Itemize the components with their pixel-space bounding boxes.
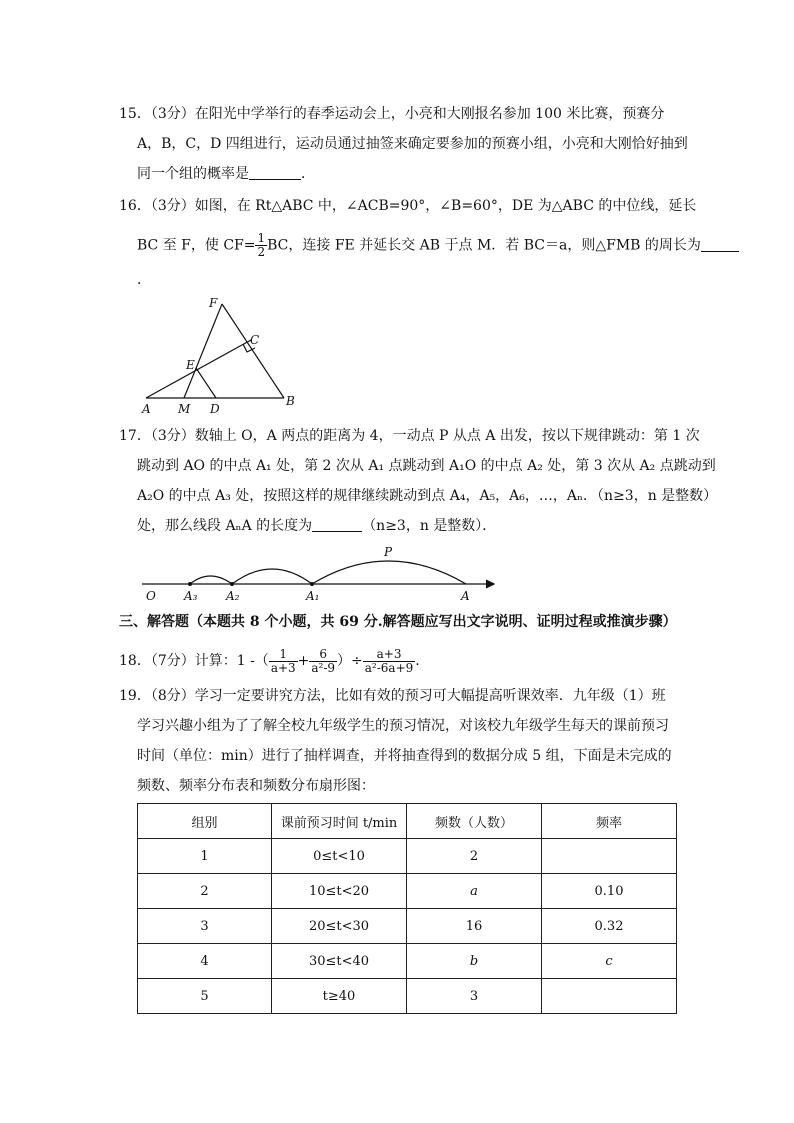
q15-line-3-end: ． [301,166,315,182]
label-m: M [178,402,191,416]
table-header-cell: 课前预习时间 t/min [272,804,407,839]
q18-f2-den: a²-9 [311,660,336,675]
q18-f3-den: a²-6a+9 [364,660,414,675]
q18-f2-num: 6 [309,648,337,662]
label-c: C [250,333,260,347]
segment-de [196,368,216,398]
label-a: A [142,402,151,416]
section-3-heading: 三、解答题（本题共 8 个小题，共 69 分.解答题应写出文字说明、证明过程或推演步骤） [119,614,677,630]
q16-line-2 [137,232,739,259]
label-d: D [210,402,220,416]
table-header-cell: 组别 [138,804,272,839]
q17-line-4 [137,516,496,536]
table-cell: 2 [407,839,542,874]
q19-line-3: 时间（单位：min）进行了抽样调查，并将抽查得到的数据分成 5 组，下面是未完成的 [137,748,672,764]
answer-blank-15[interactable] [249,165,301,180]
jump-arc-1 [312,561,466,584]
frac-num: 1 [257,231,266,245]
table-cell [542,839,677,874]
table-cell: 3 [138,909,272,944]
answer-blank-16[interactable] [701,237,739,252]
q17-line-4a: 处，那么线段 AₙA 的长度为 [137,518,313,534]
table-cell: 0≤t<10 [272,839,407,874]
q19-line-2: 学习兴趣小组为了了解全校九年级学生的预习情况，对该校九年级学生每天的课前预习 [137,718,669,734]
q18-fraction-1 [269,648,298,675]
q17-line-3: A₂O 的中点 A₃ 处，按照这样的规律继续跳动到点 A₄，A₅，A₆，…，Aₙ．（n≥3，n 是整数） [137,488,718,504]
q19-line-1: 19．（8分）学习一定要讲究方法，比如有效的预习可大幅提高听课效率．九年级（1）班 [119,688,666,704]
q16-line-3: ． [137,272,151,288]
table-row [138,909,677,944]
table-header-cell: 频数（人数） [407,804,542,839]
table-row [138,979,677,1014]
table-row [138,874,677,909]
label-a3: A₃ [184,589,198,603]
q18-line [119,646,420,676]
table-cell: c [542,944,677,979]
table-cell: 1 [138,839,272,874]
frac-den: 2 [257,245,266,259]
table-cell: a [407,874,542,909]
q18-mid: ）÷ [337,653,363,669]
jump-arc-3 [190,576,232,584]
table-cell: b [407,944,542,979]
label-o: O [146,589,156,603]
q18-f1-den: a+3 [270,660,296,675]
table-row [138,839,677,874]
q17-line-1: 17．（3分）数轴上 O，A 两点的距离为 4，一动点 P 从点 A 出发，按以下规律跳动：第 1 次 [119,428,700,444]
table-cell: 5 [138,979,272,1014]
q18-end: . [415,653,420,669]
table-cell: 30≤t<40 [272,944,407,979]
label-a: A [461,589,470,603]
table-cell: 0.10 [542,874,677,909]
table-cell: 2 [138,874,272,909]
answer-blank-17[interactable] [312,517,362,532]
q17-line-2: 跳动到 AO 的中点 A₁ 处，第 2 次从 A₁ 点跳动到 A₁O 的中点 A₂ 处，第 3 次从 A₂ 点跳动到 [137,458,716,474]
label-p: P [384,545,393,559]
fraction-one-half [255,232,267,259]
jump-arc-2 [232,569,312,584]
table-cell [542,979,677,1014]
q18-f3-num: a+3 [363,648,416,662]
segment-ac [146,340,251,398]
q18-f1-num: 1 [269,648,298,662]
table-cell: 0.32 [542,909,677,944]
q18-fraction-2 [309,648,337,675]
table-cell: 20≤t<30 [272,909,407,944]
q15-line-3-text: 同一个组的概率是 [137,166,249,182]
table-cell: 10≤t<20 [272,874,407,909]
table-cell: 16 [407,909,542,944]
label-f: F [209,296,218,310]
table-header-cell: 频率 [542,804,677,839]
q18-prefix: 18．（7分）计算：1 -（ [119,653,269,669]
q15-line-3 [137,164,315,184]
q18-fraction-3 [363,648,416,675]
q16-line-2b: BC，连接 FE 并延长交 AB 于点 M．若 BC＝a，则△FMB 的周长为 [267,237,701,254]
label-a2: A₂ [226,589,240,603]
q19-line-4: 频数、频率分布表和频数分布扇形图： [137,778,375,794]
table-header-row [138,804,677,839]
point-a3 [188,582,192,586]
segment-fm [184,304,222,398]
axis-arrow [486,580,494,588]
frequency-table [137,803,677,1014]
table-cell: 3 [407,979,542,1014]
table-cell: t≥40 [272,979,407,1014]
q16-line-1: 16．（3分）如图，在 Rt△ABC 中，∠ACB=90°，∠B=60°，DE 为△ABC 的中位线，延长 [119,198,697,214]
triangle-figure [136,292,306,417]
point-a1 [310,582,314,586]
q18-plus: + [297,653,310,669]
number-line-figure [136,540,506,608]
q16-line-2a: BC 至 F，使 CF= [137,237,256,254]
point-a2 [230,582,234,586]
table-cell: 4 [138,944,272,979]
label-a1: A₁ [306,589,320,603]
label-e: E [186,358,195,372]
table-row [138,944,677,979]
q15-line-1: 15．（3分）在阳光中学举行的春季运动会上，小亮和大刚报名参加 100 米比赛，预赛分 [119,106,665,122]
q15-line-2: A，B，C，D 四组进行，运动员通过抽签来确定要参加的预赛小组，小亮和大刚恰好抽到 [137,136,688,152]
q17-line-4b: （n≥3，n 是整数）． [362,518,497,534]
label-b: B [286,394,295,408]
